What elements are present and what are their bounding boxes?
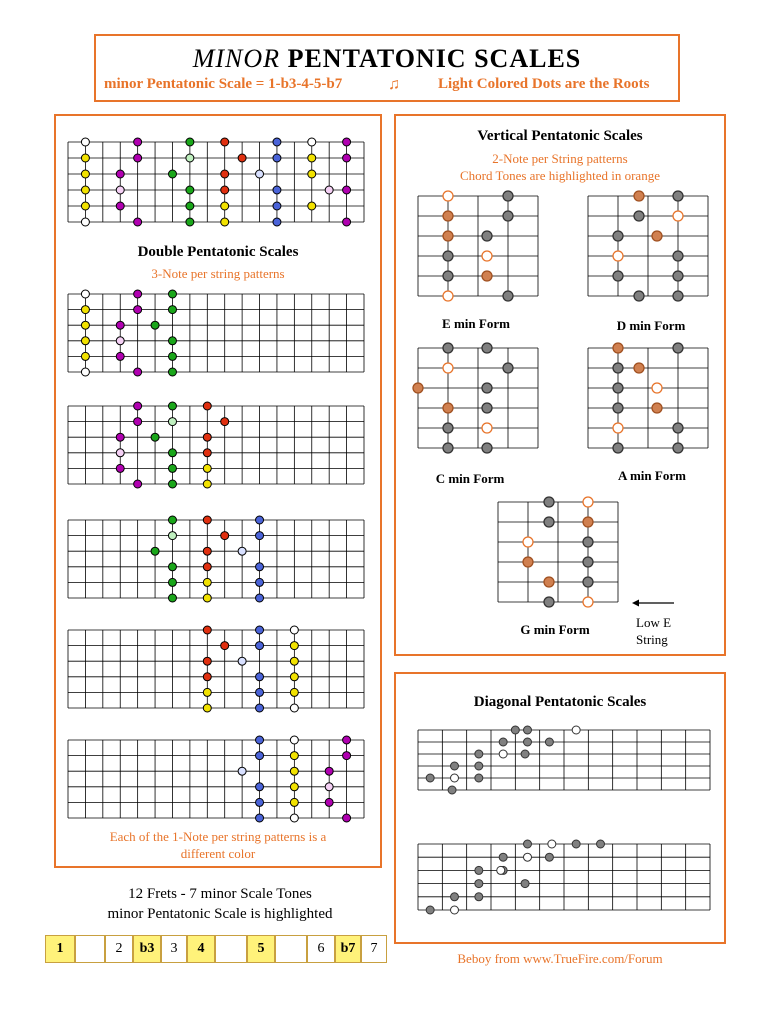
note-dot (325, 798, 333, 806)
frets-note: 12 Frets - 7 minor Scale Tones (128, 886, 312, 902)
note-dot (168, 290, 176, 298)
low-e-label (636, 614, 671, 648)
note-dot (221, 218, 229, 226)
note-dot (673, 251, 683, 261)
note-dot (290, 688, 298, 696)
note-dot (475, 866, 483, 874)
note-dot (613, 343, 623, 353)
note-dot (482, 231, 492, 241)
note-dot (134, 306, 142, 314)
note-dot (426, 906, 434, 914)
note-dot (221, 532, 229, 540)
note-dot (116, 321, 124, 329)
note-dot (290, 767, 298, 775)
note-dot (186, 202, 194, 210)
note-dot (308, 202, 316, 210)
note-dot (168, 594, 176, 602)
note-dot (256, 704, 264, 712)
note-dot (583, 517, 593, 527)
note-dot (443, 231, 453, 241)
scale-tone-cell: 7 (361, 935, 387, 963)
note-dot (203, 594, 211, 602)
note-dot (221, 138, 229, 146)
low-e-line-2: String (636, 632, 668, 647)
note-dot (168, 352, 176, 360)
note-dot (613, 363, 623, 373)
note-dot (134, 154, 142, 162)
footnote-line-1: Each of the 1-Note per string patterns is a (109, 829, 327, 844)
scale-tone-cell: b7 (335, 935, 361, 963)
note-dot (475, 750, 483, 758)
double-pattern-5 (68, 734, 364, 820)
note-dot (116, 170, 124, 178)
note-dot (613, 271, 623, 281)
note-dot (343, 186, 351, 194)
note-dot (673, 423, 683, 433)
scale-tone-cell (75, 935, 105, 963)
note-dot (597, 840, 605, 848)
note-dot (443, 271, 453, 281)
note-dot (290, 736, 298, 744)
note-dot (482, 343, 492, 353)
note-dot (673, 443, 683, 453)
footnote-line-2: different color (180, 846, 256, 861)
note-dot (451, 774, 459, 782)
a-min-form-label: A min Form (618, 468, 686, 483)
note-dot (475, 774, 483, 782)
scale-tone-cell (275, 935, 307, 963)
note-dot (613, 251, 623, 261)
note-dot (583, 577, 593, 587)
note-dot (151, 547, 159, 555)
note-dot (443, 363, 453, 373)
diagonal-panel (394, 672, 726, 944)
e-min-form-label: E min Form (442, 316, 510, 331)
note-dot (238, 657, 246, 665)
note-dot (290, 657, 298, 665)
note-dot (203, 626, 211, 634)
note-dot (443, 211, 453, 221)
note-dot (221, 202, 229, 210)
arrow-left-icon (632, 598, 676, 608)
note-dot (221, 170, 229, 178)
note-dot (81, 138, 89, 146)
d-min-form-diagram (578, 196, 708, 301)
note-dot (521, 880, 529, 888)
note-dot (203, 704, 211, 712)
note-dot (482, 403, 492, 413)
note-dot (81, 218, 89, 226)
note-dot (203, 547, 211, 555)
note-dot (116, 449, 124, 457)
note-dot (81, 202, 89, 210)
note-dot (203, 516, 211, 524)
diagonal-pattern-1 (416, 726, 716, 798)
note-dot (451, 906, 459, 914)
a-min-form-diagram (578, 348, 708, 453)
note-dot (482, 383, 492, 393)
left-panel (54, 114, 382, 868)
note-dot (308, 154, 316, 162)
double-subtitle: 3-Note per string patterns (151, 266, 285, 281)
note-dot (168, 464, 176, 472)
vertical-panel (394, 114, 726, 656)
note-dot (273, 138, 281, 146)
note-dot (523, 557, 533, 567)
note-dot (613, 403, 623, 413)
note-dot (256, 532, 264, 540)
note-dot (290, 814, 298, 822)
note-dot (273, 202, 281, 210)
note-dot (203, 449, 211, 457)
note-dot (151, 433, 159, 441)
note-dot (203, 563, 211, 571)
note-dot (524, 840, 532, 848)
note-dot (134, 290, 142, 298)
c-min-form-label: C min Form (435, 471, 505, 486)
note-dot (290, 783, 298, 791)
scale-tone-cell: 2 (105, 935, 133, 963)
note-dot (81, 186, 89, 194)
scale-tone-cell: 1 (45, 935, 75, 963)
note-dot (443, 423, 453, 433)
note-dot (482, 443, 492, 453)
note-dot (81, 290, 89, 298)
note-dot (325, 186, 333, 194)
note-dot (256, 736, 264, 744)
note-dot (186, 138, 194, 146)
note-dot (524, 726, 532, 734)
note-dot (203, 673, 211, 681)
note-dot (238, 154, 246, 162)
note-dot (308, 138, 316, 146)
note-dot (203, 433, 211, 441)
note-dot (221, 186, 229, 194)
note-dot (256, 516, 264, 524)
vertical-sub-1: 2-Note per String patterns (492, 151, 628, 166)
c-min-form-diagram (408, 348, 538, 453)
note-dot (134, 368, 142, 376)
note-dot (168, 306, 176, 314)
note-dot (273, 186, 281, 194)
note-dot (343, 154, 351, 162)
low-e-line-1: Low E (636, 615, 672, 630)
full-neck-diagram (68, 136, 364, 226)
note-dot (343, 752, 351, 760)
note-dot (290, 642, 298, 650)
note-dot (521, 750, 529, 758)
note-dot (256, 578, 264, 586)
note-dot (168, 480, 176, 488)
note-dot (116, 433, 124, 441)
note-dot (203, 688, 211, 696)
note-dot (290, 673, 298, 681)
title-italic: MINOR (192, 44, 281, 73)
note-dot (475, 880, 483, 888)
note-dot (503, 191, 513, 201)
note-dot (81, 170, 89, 178)
note-dot (325, 767, 333, 775)
music-note-icon: ♫ (388, 76, 400, 93)
note-dot (503, 211, 513, 221)
note-dot (524, 738, 532, 746)
note-dot (203, 480, 211, 488)
note-dot (116, 186, 124, 194)
note-dot (290, 626, 298, 634)
note-dot (134, 480, 142, 488)
title-rest: PENTATONIC SCALES (287, 44, 582, 73)
note-dot (443, 291, 453, 301)
note-dot (443, 403, 453, 413)
note-dot (168, 516, 176, 524)
note-dot (256, 783, 264, 791)
note-dot (116, 337, 124, 345)
note-dot (524, 853, 532, 861)
note-dot (448, 786, 456, 794)
note-dot (256, 752, 264, 760)
note-dot (168, 170, 176, 178)
note-dot (256, 814, 264, 822)
note-dot (168, 449, 176, 457)
note-dot (168, 532, 176, 540)
note-dot (134, 138, 142, 146)
note-dot (134, 418, 142, 426)
note-dot (613, 231, 623, 241)
note-dot (81, 306, 89, 314)
note-dot (634, 191, 644, 201)
note-dot (652, 231, 662, 241)
note-dot (503, 363, 513, 373)
note-dot (572, 726, 580, 734)
note-dot (256, 642, 264, 650)
double-title: Double Pentatonic Scales (137, 244, 299, 260)
footnote (56, 828, 380, 862)
note-dot (548, 840, 556, 848)
note-dot (256, 673, 264, 681)
note-dot (482, 271, 492, 281)
note-dot (343, 814, 351, 822)
note-dot (116, 352, 124, 360)
title-box (94, 34, 680, 102)
note-dot (203, 578, 211, 586)
note-dot (443, 191, 453, 201)
e-min-form-diagram (408, 196, 538, 301)
note-dot (443, 251, 453, 261)
note-dot (308, 170, 316, 178)
note-dot (583, 597, 593, 607)
note-dot (503, 291, 513, 301)
note-dot (290, 798, 298, 806)
note-dot (256, 594, 264, 602)
note-dot (343, 138, 351, 146)
note-dot (475, 893, 483, 901)
note-dot (168, 368, 176, 376)
note-dot (151, 321, 159, 329)
note-dot (673, 211, 683, 221)
note-dot (634, 211, 644, 221)
note-dot (545, 738, 553, 746)
note-dot (81, 337, 89, 345)
double-pattern-2 (68, 400, 364, 486)
note-dot (583, 497, 593, 507)
note-dot (482, 251, 492, 261)
d-min-form-label: D min Form (616, 318, 686, 333)
note-dot (203, 657, 211, 665)
note-dot (673, 271, 683, 281)
note-dot (634, 363, 644, 373)
note-dot (238, 547, 246, 555)
note-dot (499, 738, 507, 746)
note-dot (203, 464, 211, 472)
note-dot (168, 337, 176, 345)
note-dot (511, 726, 519, 734)
note-dot (273, 218, 281, 226)
note-dot (583, 557, 593, 567)
note-dot (116, 202, 124, 210)
double-pattern-3 (68, 514, 364, 600)
note-dot (544, 497, 554, 507)
note-dot (168, 418, 176, 426)
scale-tone-cell: b3 (133, 935, 161, 963)
note-dot (256, 688, 264, 696)
note-dot (134, 218, 142, 226)
page-title (96, 44, 678, 74)
scale-tone-cell (215, 935, 247, 963)
g-min-form-label: G min Form (520, 622, 590, 637)
note-dot (81, 352, 89, 360)
double-pattern-4 (68, 624, 364, 710)
g-min-form-diagram (488, 502, 618, 607)
note-dot (168, 402, 176, 410)
note-dot (221, 418, 229, 426)
vertical-title: Vertical Pentatonic Scales (477, 128, 643, 144)
note-dot (290, 704, 298, 712)
note-dot (545, 853, 553, 861)
note-dot (497, 866, 505, 874)
note-dot (116, 464, 124, 472)
note-dot (81, 321, 89, 329)
note-dot (256, 563, 264, 571)
note-dot (499, 853, 507, 861)
vertical-sub-2: Chord Tones are highlighted in orange (460, 168, 660, 183)
note-dot (221, 642, 229, 650)
note-dot (290, 752, 298, 760)
note-dot (186, 154, 194, 162)
note-dot (544, 517, 554, 527)
note-dot (523, 537, 533, 547)
note-dot (256, 626, 264, 634)
footer-credit: Beboy from www.TrueFire.com/Forum (457, 951, 663, 966)
note-dot (673, 191, 683, 201)
scale-tone-cell: 6 (307, 935, 335, 963)
note-dot (544, 597, 554, 607)
note-dot (81, 154, 89, 162)
scale-formula: minor Pentatonic Scale = 1-b3-4-5-b7 (104, 76, 343, 92)
note-dot (482, 423, 492, 433)
note-dot (673, 291, 683, 301)
note-dot (273, 154, 281, 162)
note-dot (451, 893, 459, 901)
note-dot (613, 383, 623, 393)
note-dot (583, 537, 593, 547)
diagonal-title: Diagonal Pentatonic Scales (473, 694, 647, 710)
scale-tone-cell: 3 (161, 935, 187, 963)
note-dot (325, 783, 333, 791)
note-dot (634, 291, 644, 301)
note-dot (613, 443, 623, 453)
note-dot (499, 750, 507, 758)
note-dot (451, 762, 459, 770)
note-dot (673, 343, 683, 353)
note-dot (652, 403, 662, 413)
note-dot (652, 383, 662, 393)
note-dot (443, 443, 453, 453)
note-dot (544, 577, 554, 587)
diagonal-pattern-2 (416, 840, 716, 920)
note-dot (186, 186, 194, 194)
note-dot (203, 402, 211, 410)
note-dot (475, 762, 483, 770)
note-dot (613, 423, 623, 433)
note-dot (443, 343, 453, 353)
note-dot (168, 563, 176, 571)
note-dot (256, 170, 264, 178)
note-dot (134, 402, 142, 410)
note-dot (168, 578, 176, 586)
note-dot (343, 736, 351, 744)
note-dot (81, 368, 89, 376)
note-dot (413, 383, 423, 393)
scale-tone-cell: 4 (187, 935, 215, 963)
double-pattern-1 (68, 288, 364, 374)
highlight-note: minor Pentatonic Scale is highlighted (107, 906, 333, 922)
note-dot (343, 218, 351, 226)
note-dot (426, 774, 434, 782)
note-dot (238, 767, 246, 775)
note-dot (256, 798, 264, 806)
scale-tone-row (45, 935, 378, 963)
scale-tone-cell: 5 (247, 935, 275, 963)
note-dot (186, 218, 194, 226)
note-dot (572, 840, 580, 848)
roots-note: Light Colored Dots are the Roots (438, 76, 650, 92)
